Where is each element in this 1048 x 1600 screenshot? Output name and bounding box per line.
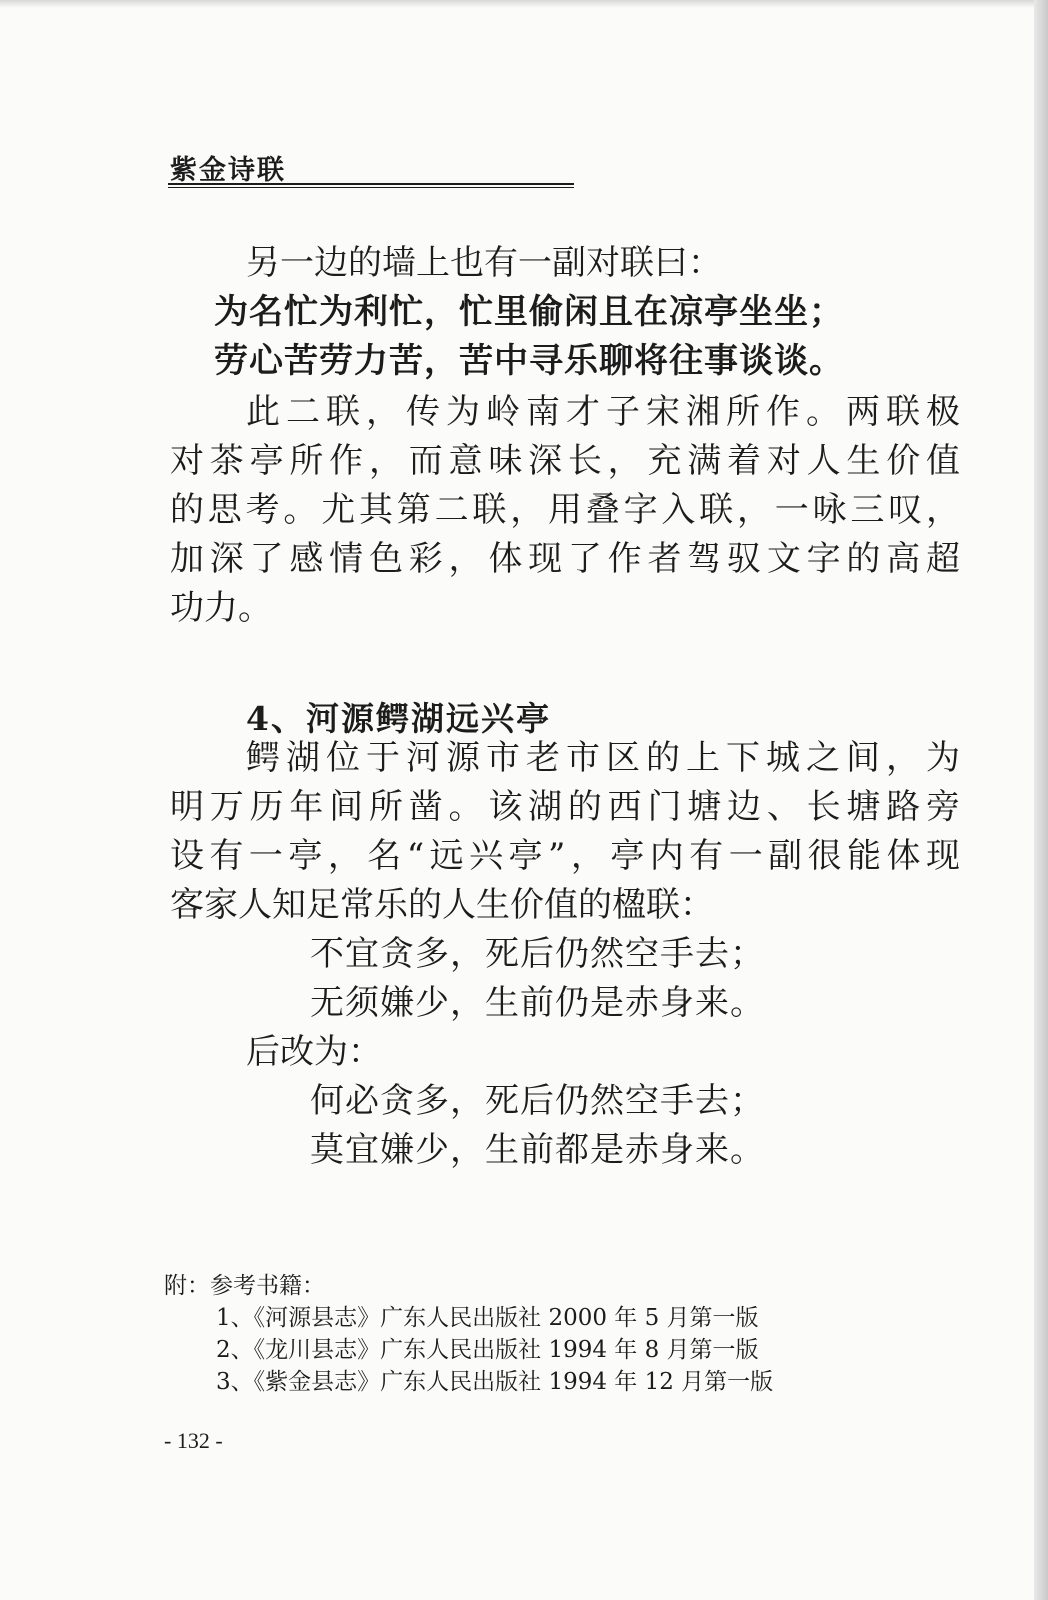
paragraph-line: 加深了感情色彩，体现了作者驾驭文字的高超	[170, 539, 960, 579]
reference-item: 3、《紫金县志》广东人民出版社 1994 年 12 月第一版	[216, 1369, 774, 1395]
paragraph-line: 明万历年间所凿。该湖的西门塘边、长塘路旁	[170, 787, 960, 827]
paragraph-line: 对茶亭所作，而意味深长，充满着对人生价值	[170, 441, 960, 481]
paragraph-line: 此二联，传为岭南才子宋湘所作。两联极	[246, 392, 960, 432]
paragraph-line: 功力。	[170, 588, 272, 628]
couplet-line: 不宜贪多，死后仍然空手去；	[310, 934, 765, 974]
couplet-line: 劳心苦劳力苦，苦中寻乐聊将往事谈谈。	[214, 341, 844, 381]
references-heading: 附：参考书籍：	[164, 1273, 325, 1299]
paragraph-line: 后改为：	[246, 1032, 382, 1072]
header-rule	[168, 183, 574, 188]
paragraph-line: 客家人知足常乐的人生价值的楹联：	[170, 885, 714, 925]
running-header: 紫金诗联	[170, 155, 286, 186]
scan-right-edge	[1034, 0, 1048, 1600]
couplet-line: 无须嫌少，生前仍是赤身来。	[310, 983, 765, 1023]
scan-top-edge	[0, 0, 1048, 8]
paragraph-line: 另一边的墙上也有一副对联曰：	[246, 243, 722, 283]
couplet-line: 为名忙为利忙，忙里偷闲且在凉亭坐坐；	[214, 292, 844, 332]
paragraph-line: 鳄湖位于河源市老市区的上下城之间，为	[246, 738, 960, 778]
couplet-line: 何必贪多，死后仍然空手去；	[310, 1081, 765, 1121]
paragraph-line: 的思考。尤其第二联，用叠字入联，一咏三叹，	[170, 490, 960, 530]
reference-item: 1、《河源县志》广东人民出版社 2000 年 5 月第一版	[216, 1305, 759, 1331]
section-title: 4、河源鳄湖远兴亭	[246, 699, 551, 738]
reference-item: 2、《龙川县志》广东人民出版社 1994 年 8 月第一版	[216, 1337, 759, 1363]
couplet-line: 莫宜嫌少，生前都是赤身来。	[310, 1130, 765, 1170]
paragraph-line: 设有一亭，名“远兴亭”，亭内有一副很能体现	[170, 836, 960, 876]
page-number: - 132 -	[164, 1428, 223, 1453]
